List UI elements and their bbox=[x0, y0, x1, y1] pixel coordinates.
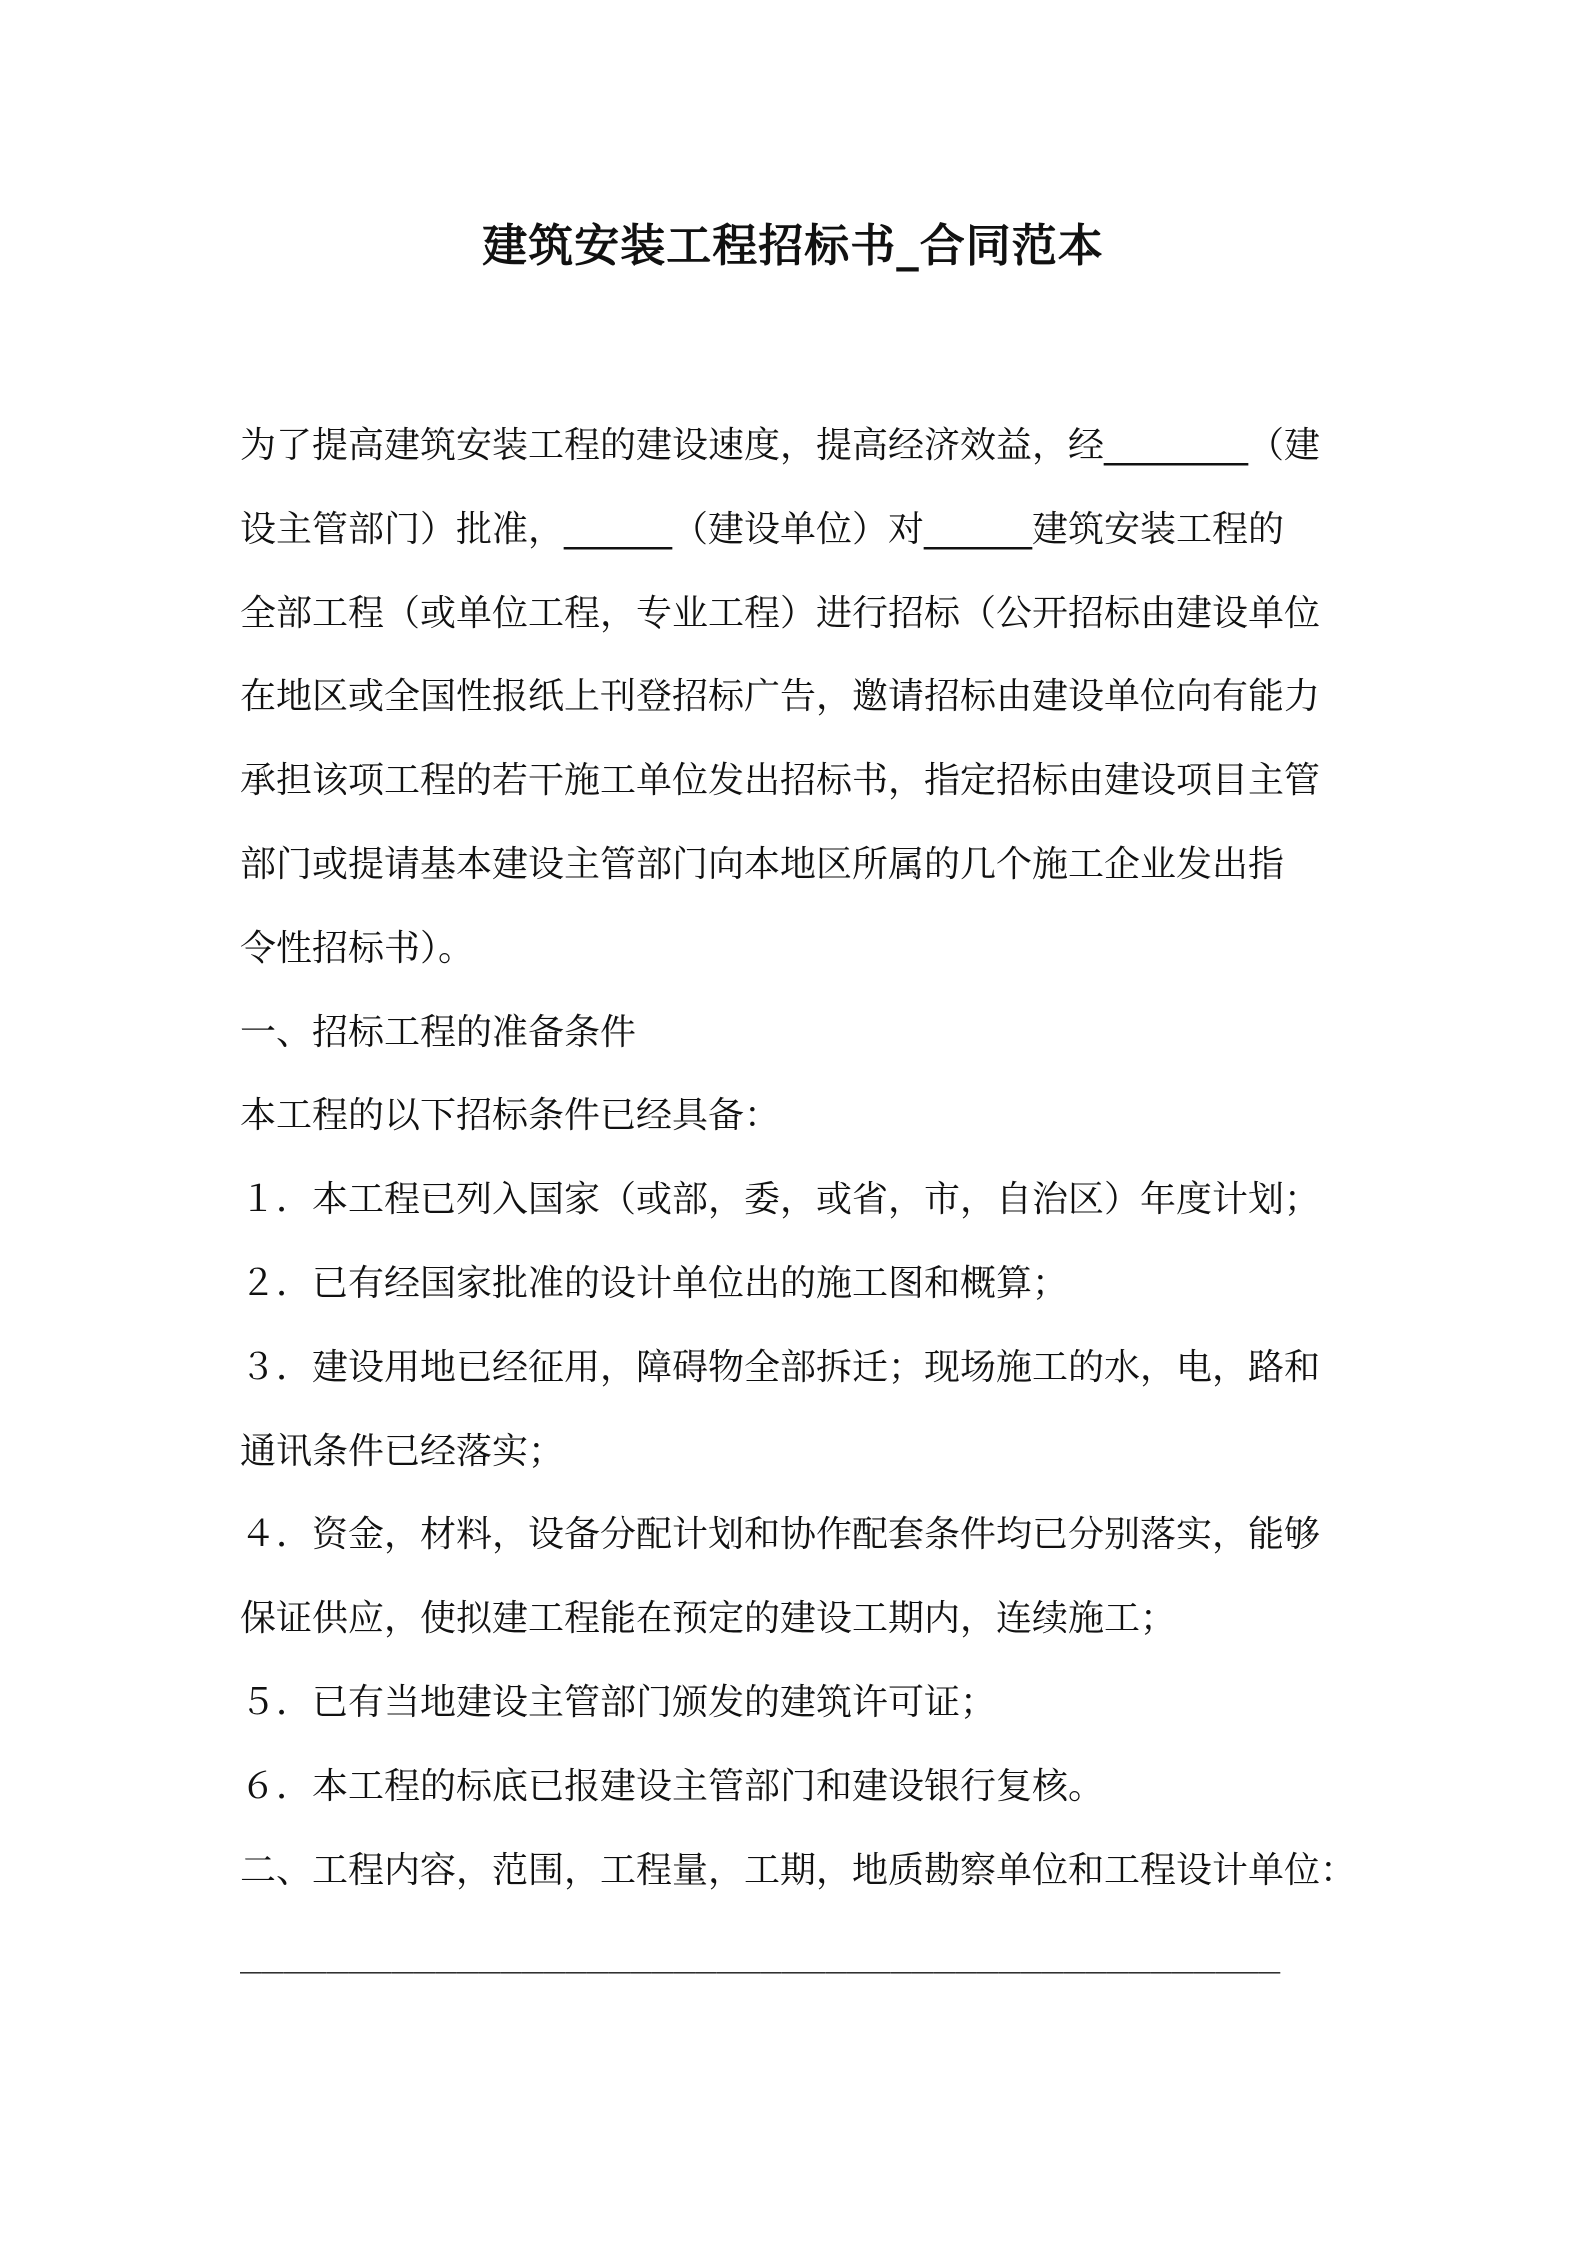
document-title: 建筑安装工程招标书_合同范本 bbox=[482, 219, 1104, 272]
section-1-heading: 一、招标工程的准备条件 bbox=[240, 1011, 637, 1053]
intro-line-6: 部门或提请基本建设主管部门向本地区所属的几个施工企业发出指 bbox=[240, 843, 1285, 885]
condition-item-4: ４．资金，材料，设备分配计划和协作配套条件均已分别落实，能够 bbox=[240, 1514, 1321, 1556]
intro-line-1: 为了提高建筑安装工程的建设速度，提高经济效益，经________（建 bbox=[240, 425, 1321, 466]
condition-item-3-cont: 通讯条件已经落实； bbox=[240, 1430, 565, 1472]
document-body bbox=[240, 404, 1360, 1996]
condition-item-6: ６．本工程的标底已报建设主管部门和建设银行复核。 bbox=[240, 1765, 1105, 1807]
condition-item-3: ３．建设用地已经征用，障碍物全部拆迁；现场施工的水，电，路和 bbox=[240, 1346, 1321, 1388]
intro-line-2: 设主管部门）批准，______（建设单位）对______建筑安装工程的 bbox=[240, 508, 1285, 550]
intro-line-5: 承担该项工程的若干施工单位发出招标书，指定招标由建设项目主管 bbox=[240, 760, 1321, 802]
condition-item-1: １．本工程已列入国家（或部，委，或省，市，自治区）年度计划； bbox=[240, 1179, 1321, 1221]
intro-line-7: 令性招标书）。 bbox=[240, 927, 475, 969]
condition-item-2: ２．已有经国家批准的设计单位出的施工图和概算； bbox=[240, 1262, 1069, 1304]
condition-item-5: ５．已有当地建设主管部门颁发的建筑许可证； bbox=[240, 1681, 997, 1723]
fill-in-blank-rule: ________________________________________________ bbox=[240, 1933, 1281, 1975]
section-2-heading: 二、工程内容，范围，工程量，工期，地质勘察单位和工程设计单位： bbox=[240, 1849, 1357, 1891]
intro-line-3: 全部工程（或单位工程，专业工程）进行招标（公开招标由建设单位 bbox=[240, 592, 1321, 634]
intro-line-4: 在地区或全国性报纸上刊登招标广告，邀请招标由建设单位向有能力 bbox=[240, 676, 1321, 718]
condition-item-4-cont: 保证供应，使拟建工程能在预定的建设工期内，连续施工； bbox=[240, 1598, 1177, 1640]
section-1-lead: 本工程的以下招标条件已经具备： bbox=[240, 1095, 781, 1137]
